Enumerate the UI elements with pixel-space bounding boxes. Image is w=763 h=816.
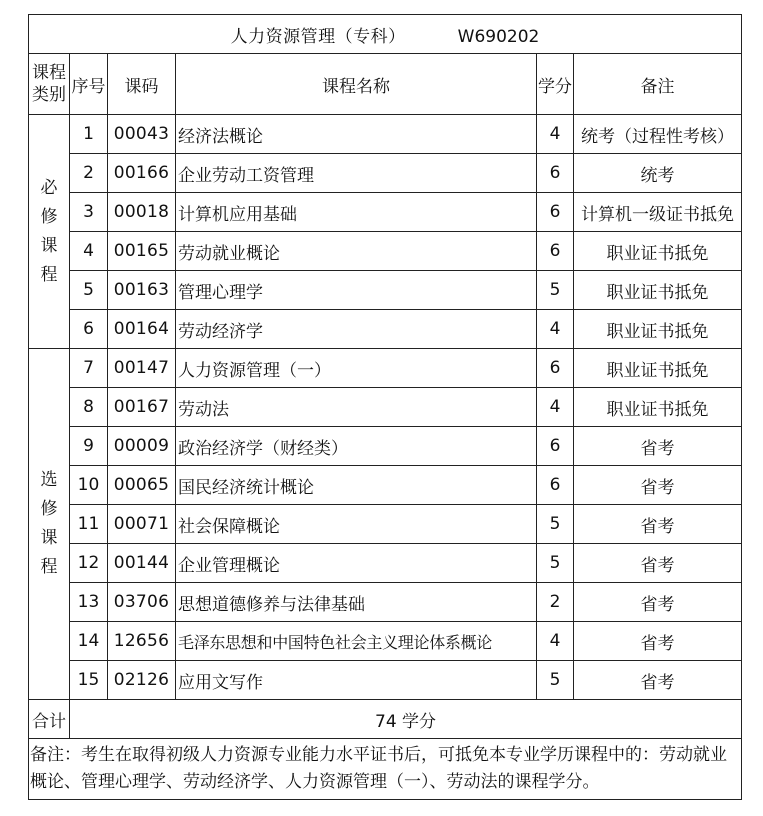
table-row (29, 544, 742, 583)
table-row (29, 505, 742, 544)
course-code: 00164 (108, 310, 176, 349)
course-name: 政治经济学（财经类） (176, 427, 537, 466)
course-name: 社会保障概论 (176, 505, 537, 544)
table-row (29, 661, 742, 700)
course-num: 14 (70, 622, 108, 661)
note-text: 备注：考生在取得初级人力资源专业能力水平证书后，可抵免本专业学历课程中的：劳动就业概论、管理心理学、劳动经济学、人力资源管理（一）、劳动法的课程学分。 (29, 739, 742, 800)
course-remark: 职业证书抵免 (574, 349, 742, 388)
course-num: 15 (70, 661, 108, 700)
header-name: 课程名称 (176, 54, 537, 115)
header-category: 课程类别 (29, 54, 70, 115)
course-name: 经济法概论 (176, 115, 537, 154)
course-name: 毛泽东思想和中国特色社会主义理论体系概论 (176, 622, 537, 661)
course-name: 劳动就业概论 (176, 232, 537, 271)
table-row (29, 115, 742, 154)
course-credit: 4 (537, 310, 574, 349)
table-row (29, 232, 742, 271)
course-credit: 5 (537, 544, 574, 583)
header-remark: 备注 (574, 54, 742, 115)
table-row (29, 193, 742, 232)
course-num: 1 (70, 115, 108, 154)
course-remark: 省考 (574, 583, 742, 622)
course-remark: 省考 (574, 466, 742, 505)
course-credit: 6 (537, 427, 574, 466)
course-code: 00167 (108, 388, 176, 427)
course-num: 11 (70, 505, 108, 544)
course-credit: 4 (537, 622, 574, 661)
table-row (29, 466, 742, 505)
course-remark: 省考 (574, 505, 742, 544)
header-num: 序号 (70, 54, 108, 115)
course-name: 国民经济统计概论 (176, 466, 537, 505)
course-credit: 6 (537, 154, 574, 193)
note-row (29, 739, 742, 800)
course-num: 4 (70, 232, 108, 271)
course-credit: 5 (537, 661, 574, 700)
header-code: 课码 (108, 54, 176, 115)
header-row (29, 54, 742, 115)
course-name: 劳动法 (176, 388, 537, 427)
total-value: 74 学分 (70, 700, 742, 739)
curriculum-sheet (28, 14, 741, 803)
course-credit: 5 (537, 505, 574, 544)
course-remark: 省考 (574, 544, 742, 583)
course-credit: 6 (537, 232, 574, 271)
course-code: 00071 (108, 505, 176, 544)
course-remark: 职业证书抵免 (574, 388, 742, 427)
course-num: 12 (70, 544, 108, 583)
course-code: 00043 (108, 115, 176, 154)
course-code: 00165 (108, 232, 176, 271)
table-row (29, 271, 742, 310)
course-name: 企业劳动工资管理 (176, 154, 537, 193)
table-title (29, 15, 742, 54)
course-credit: 6 (537, 193, 574, 232)
course-credit: 4 (537, 115, 574, 154)
course-num: 7 (70, 349, 108, 388)
course-remark: 统考 (574, 154, 742, 193)
table-row (29, 622, 742, 661)
course-code: 00065 (108, 466, 176, 505)
course-num: 10 (70, 466, 108, 505)
course-remark: 统考（过程性考核） (574, 115, 742, 154)
course-code: 12656 (108, 622, 176, 661)
category-required: 必修课程 (29, 115, 70, 349)
course-code: 02126 (108, 661, 176, 700)
course-credit: 4 (537, 388, 574, 427)
course-code: 00166 (108, 154, 176, 193)
course-remark: 职业证书抵免 (574, 232, 742, 271)
course-code: 00018 (108, 193, 176, 232)
table-row (29, 154, 742, 193)
table-row (29, 388, 742, 427)
course-name: 思想道德修养与法律基础 (176, 583, 537, 622)
course-num: 13 (70, 583, 108, 622)
course-remark: 职业证书抵免 (574, 271, 742, 310)
course-remark: 省考 (574, 427, 742, 466)
course-num: 8 (70, 388, 108, 427)
course-remark: 省考 (574, 661, 742, 700)
total-label: 合计 (29, 700, 70, 739)
course-num: 3 (70, 193, 108, 232)
course-num: 5 (70, 271, 108, 310)
category-elective: 选修课程 (29, 349, 70, 700)
course-credit: 6 (537, 466, 574, 505)
course-code: 00144 (108, 544, 176, 583)
table-row (29, 427, 742, 466)
course-code: 00163 (108, 271, 176, 310)
course-code: 00147 (108, 349, 176, 388)
header-credit: 学分 (537, 54, 574, 115)
course-name: 企业管理概论 (176, 544, 537, 583)
course-num: 9 (70, 427, 108, 466)
course-name: 应用文写作 (176, 661, 537, 700)
table-row (29, 310, 742, 349)
course-credit: 6 (537, 349, 574, 388)
course-remark: 职业证书抵免 (574, 310, 742, 349)
course-num: 6 (70, 310, 108, 349)
course-code: 00009 (108, 427, 176, 466)
major-code: W690202 (457, 26, 540, 47)
table-row (29, 349, 742, 388)
course-name: 劳动经济学 (176, 310, 537, 349)
course-credit: 2 (537, 583, 574, 622)
title-row (29, 15, 742, 54)
course-name: 计算机应用基础 (176, 193, 537, 232)
course-num: 2 (70, 154, 108, 193)
course-name: 管理心理学 (176, 271, 537, 310)
curriculum-table (28, 14, 742, 800)
course-remark: 省考 (574, 622, 742, 661)
course-name: 人力资源管理（一） (176, 349, 537, 388)
major-name: 人力资源管理（专科） (230, 26, 406, 47)
course-code: 03706 (108, 583, 176, 622)
table-row (29, 583, 742, 622)
total-row (29, 700, 742, 739)
course-credit: 5 (537, 271, 574, 310)
course-remark: 计算机一级证书抵免 (574, 193, 742, 232)
